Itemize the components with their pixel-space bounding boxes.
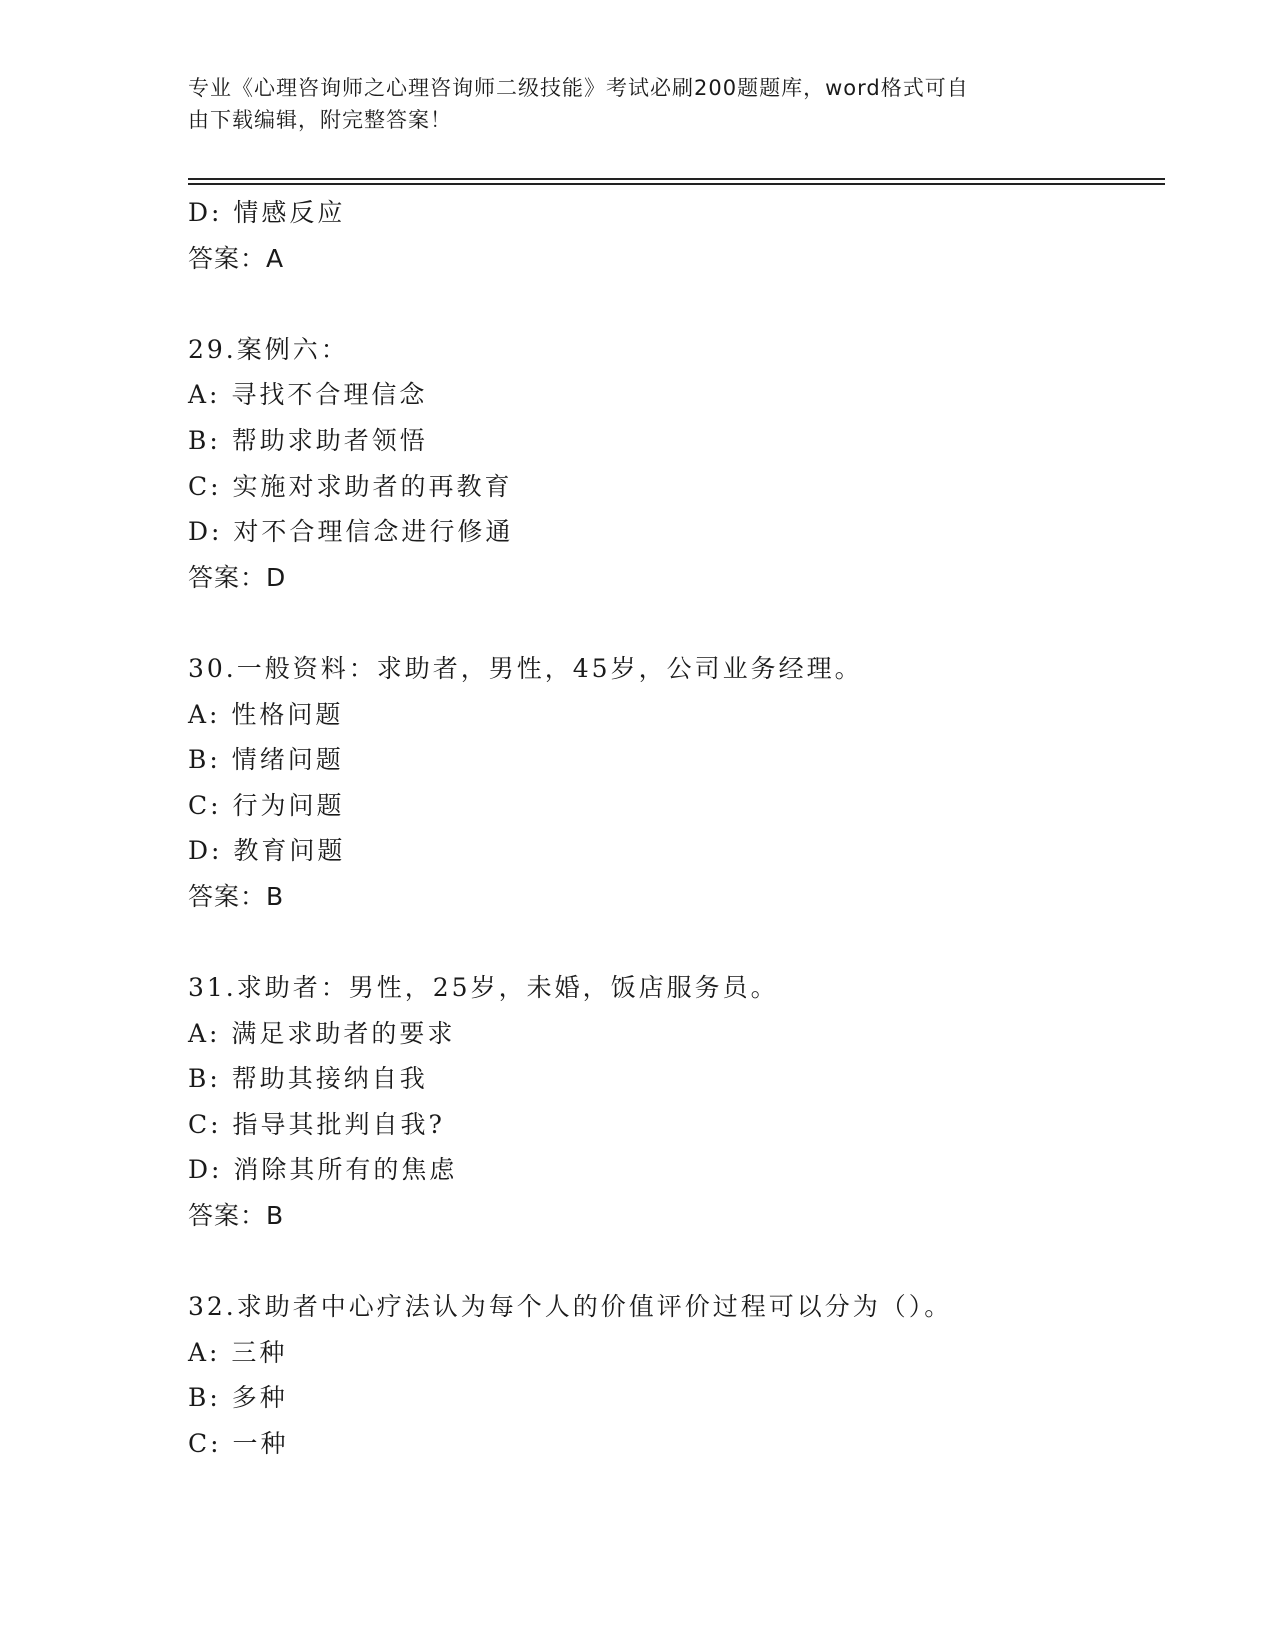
header-line-2: 由下载编辑，附完整答案！	[188, 108, 452, 132]
question-stem: 29.案例六：	[188, 334, 349, 364]
option-d: D: 消除其所有的焦虑	[188, 1155, 458, 1185]
answer-line: 答案：B	[188, 1201, 285, 1231]
spacer	[188, 281, 1165, 327]
option-a: A: 满足求助者的要求	[188, 1018, 456, 1048]
question-29	[188, 327, 1165, 601]
question-31	[188, 965, 1165, 1239]
option-d: D: 情感反应	[188, 198, 346, 227]
option-d: D: 对不合理信念进行修通	[188, 517, 514, 547]
document-header	[188, 72, 1068, 136]
question-28-tail	[188, 190, 1165, 281]
option-c: C: 实施对求助者的再教育	[188, 471, 513, 501]
option-a: A: 性格问题	[188, 699, 344, 729]
answer-line: 答案：A	[188, 243, 285, 273]
question-stem: 32.求助者中心疗法认为每个人的价值评价过程可以分为（）。	[188, 1292, 953, 1322]
spacer	[188, 920, 1165, 966]
option-d: D: 教育问题	[188, 836, 346, 866]
answer-line: 答案：B	[188, 881, 285, 911]
spacer	[188, 1239, 1165, 1285]
header-line-1: 专业《心理咨询师之心理咨询师二级技能》考试必刷200题题库，word格式可自	[188, 76, 969, 100]
question-30	[188, 646, 1165, 920]
option-a: A: 寻找不合理信念	[188, 380, 428, 410]
question-list	[188, 190, 1165, 1467]
option-b: B: 多种	[188, 1383, 288, 1413]
question-stem: 31.求助者：男性，25岁，未婚，饭店服务员。	[188, 973, 779, 1003]
question-32	[188, 1284, 1165, 1466]
spacer	[188, 600, 1165, 646]
option-c: C: 一种	[188, 1429, 289, 1459]
header-divider-top	[188, 178, 1165, 180]
option-a: A: 三种	[188, 1337, 288, 1367]
option-b: B: 帮助求助者领悟	[188, 425, 428, 455]
header-divider-bottom	[188, 183, 1165, 185]
option-b: B: 帮助其接纳自我	[188, 1064, 428, 1094]
option-c: C: 行为问题	[188, 790, 345, 820]
question-stem: 30.一般资料：求助者，男性，45岁，公司业务经理。	[188, 653, 863, 683]
answer-line: 答案：D	[188, 562, 287, 592]
option-b: B: 情绪问题	[188, 745, 344, 775]
option-c: C: 指导其批判自我?	[188, 1109, 445, 1139]
